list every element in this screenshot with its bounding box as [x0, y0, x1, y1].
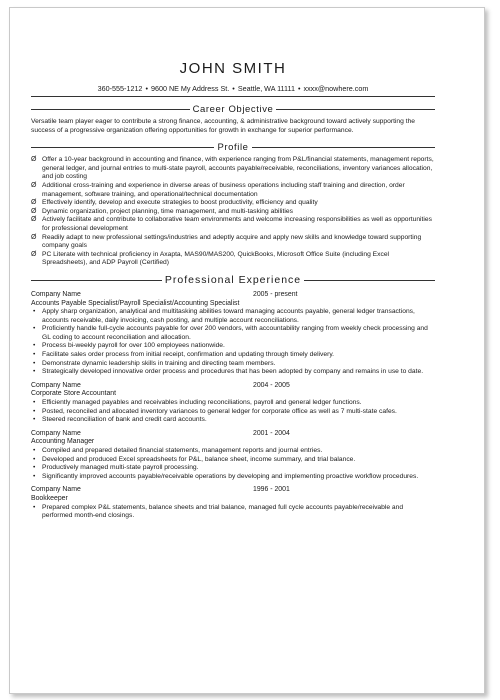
profile-item	[31, 251, 435, 268]
job-duties	[31, 308, 435, 377]
job-duty: • Productively managed multi-state payroll processing.	[31, 464, 435, 473]
job-dates: 2004 - 2005	[253, 381, 290, 389]
job-duty: • Proficiently handle full-cycle accounts payable for over 200 vendors, with accountability ranging from weekly check processing and GL coding to account reconciliation and allocation.	[31, 325, 435, 342]
email: xxxx@nowhere.com	[303, 84, 369, 93]
profile-item-text: Effectively identify, develop and execute strategies to boost productivity, efficiency and quality	[42, 199, 318, 207]
experience-list	[31, 291, 435, 521]
objective-text: Versatile team player eager to contribute a strong finance, accounting, & administrative background toward actively supporting the success of a progressive organization offering opportunities for growth in exchange for superior performance.	[31, 118, 416, 134]
profile-bullet-icon: Ø	[31, 216, 37, 224]
profile-item	[31, 208, 435, 217]
profile-item-text: Readily adapt to new professional settings/industries and adeptly acquire and apply new skills and knowledge toward supporting company goals	[42, 233, 422, 250]
section-title: Professional Experience	[164, 273, 302, 286]
heading-rule-right	[304, 280, 435, 281]
profile-item	[31, 216, 435, 233]
profile-item-text: Dynamic organization, project planning, time management, and multi-tasking abilities	[42, 207, 293, 215]
job-dates: 2005 - present	[253, 290, 298, 298]
job-entry	[31, 486, 435, 520]
job-duty: • Steered reconciliation of bank and credit card accounts.	[31, 416, 435, 425]
job-duty: • Apply sharp organization, analytical and multitasking abilities toward managing accounts payable, general ledger transactions, accounts receivable, daily invoicing, cash posting, and multiple account reconciliations.	[31, 308, 435, 325]
resume-page	[31, 60, 435, 521]
job-title: Bookkeeper	[31, 494, 68, 502]
job-duty: • Strategically developed innovative order process and procedures that has been adopted by company and remains in use to date.	[31, 368, 435, 377]
profile-bullet-icon: Ø	[31, 181, 37, 189]
candidate-name: JOHN SMITH	[179, 60, 287, 77]
heading-rule-left	[31, 109, 190, 110]
job-dates: 2001 - 2004	[253, 429, 290, 437]
profile-list	[31, 156, 435, 268]
company-name: Company Name	[31, 290, 81, 298]
header-rule	[31, 96, 435, 97]
profile-item	[31, 199, 435, 208]
profile-bullet-icon: Ø	[31, 233, 37, 241]
job-entry	[31, 430, 435, 482]
company-name: Company Name	[31, 486, 81, 494]
contact-line	[31, 84, 435, 93]
profile-item-text: Offer a 10-year background in accounting and finance, with experience ranging from P&L/financial statements, management reports, general ledger, and journal entries to multi-state payroll, accounts payable/receivable, reconciliations, inventory variances allocation, and job costing	[42, 156, 434, 181]
job-header	[31, 291, 435, 300]
section-heading-experience	[31, 275, 435, 286]
job-duty: • Demonstrate dynamic leadership skills in training and directing team members.	[31, 360, 435, 369]
profile-item	[31, 182, 435, 199]
job-title: Corporate Store Accountant	[31, 390, 117, 398]
profile-item	[31, 156, 435, 182]
profile-item-text: Additional cross-training and experience in diverse areas of business operations including staff training and direction, order management, software training, and operational/technical documentation	[42, 181, 405, 198]
separator-dot: •	[145, 84, 148, 93]
job-duties	[31, 504, 435, 521]
heading-rule-right	[276, 109, 435, 110]
job-duty: • Process bi-weekly payroll for over 100 employees nationwide.	[31, 342, 435, 351]
job-duty: • Prepared complex P&L statements, balance sheets and trial balance, managed full cycle accounts payable/receivable and performed month-end closings.	[31, 504, 435, 521]
section-heading-objective	[31, 104, 435, 115]
job-header	[31, 430, 435, 439]
profile-item-text: Actively facilitate and contribute to collaborative team environments and welcome increasing responsibilities as well as opportunities for professional development	[42, 216, 432, 232]
job-duty: • Efficiently managed payables and receivables including reconciliations, payroll and general ledger functions.	[31, 399, 435, 408]
job-title: Accounts Payable Specialist/Payroll Specialist/Accounting Specialist	[31, 299, 240, 307]
profile-item-text: PC Literate with technical proficiency in Axapta, MAS90/MAS200, QuickBooks, Microsoft Office Suite (including Excel Spreadsheets), and ADP Payroll (Certified)	[42, 250, 390, 267]
job-duty: • Posted, reconciled and allocated inventory variances to general ledger for corporate office as well as 7 multi-state cafes.	[31, 408, 435, 417]
profile-item	[31, 234, 435, 251]
heading-rule-left	[31, 280, 162, 281]
city-state-zip: Seattle, WA 11111	[237, 84, 295, 93]
job-header	[31, 382, 435, 391]
job-title: Accounting Manager	[31, 438, 95, 446]
job-duty: • Significantly improved accounts payable/receivable operations by developing and implementing proactive workflow procedures.	[31, 473, 435, 482]
heading-rule-left	[31, 147, 214, 148]
phone: 360-555-1212	[97, 84, 143, 93]
company-name: Company Name	[31, 381, 81, 389]
section-title: Profile	[217, 142, 249, 154]
job-entry	[31, 291, 435, 377]
profile-bullet-icon: Ø	[31, 207, 37, 215]
separator-dot: •	[297, 84, 301, 93]
street-address: 9600 NE My Address St.	[150, 84, 230, 93]
heading-rule-right	[252, 147, 435, 148]
job-duties	[31, 399, 435, 425]
job-duty: • Compiled and prepared detailed financial statements, management reports and journal entries.	[31, 447, 435, 456]
separator-dot: •	[232, 84, 235, 93]
job-header	[31, 486, 435, 495]
job-dates: 1996 - 2001	[253, 486, 290, 494]
job-duty: • Developed and produced Excel spreadsheets for P&L, balance sheet, income summary, and trial balance.	[31, 456, 435, 465]
company-name: Company Name	[31, 429, 81, 437]
job-duty: • Facilitate sales order process from initial receipt, confirmation and updating through timely delivery.	[31, 351, 435, 360]
profile-bullet-icon: Ø	[31, 156, 37, 164]
profile-bullet-icon: Ø	[31, 250, 37, 258]
job-duties	[31, 447, 435, 481]
section-title: Career Objective	[192, 104, 274, 115]
profile-bullet-icon: Ø	[31, 199, 37, 207]
job-entry	[31, 382, 435, 425]
section-heading-profile	[31, 142, 435, 153]
